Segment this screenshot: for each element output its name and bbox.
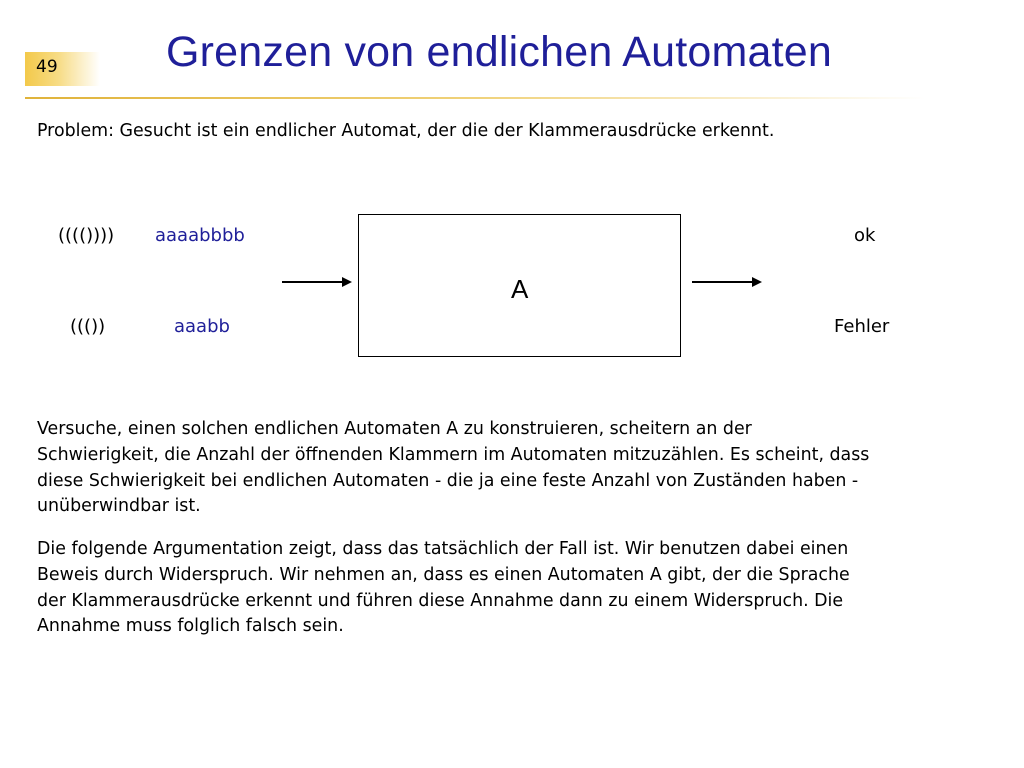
paragraph-attempts: [37, 417, 997, 520]
automaton-label: A: [511, 274, 529, 304]
paragraph-line: Versuche, einen solchen endlichen Automaten A zu konstruieren, scheitern an der: [37, 419, 752, 439]
title-divider: [25, 97, 925, 99]
paragraph-line: Annahme muss folglich falsch sein.: [37, 616, 344, 637]
paragraph-line: der Klammerausdrücke erkennt und führen diese Annahme dann zu einem Widerspruch. Die: [37, 590, 844, 611]
problem-statement: Problem: Gesucht ist ein endlicher Automat, der die der Klammerausdrücke erkennt.: [37, 121, 775, 141]
input1-brackets: (((()))): [58, 225, 115, 246]
paragraph-line: Die folgende Argumentation zeigt, dass das tatsächlich der Fall ist. Wir benutzen dabei einen: [37, 539, 849, 559]
paragraph-line: diese Schwierigkeit bei endlichen Automaten - die ja eine feste Anzahl von Zuständen haben -: [37, 470, 859, 491]
output-error: Fehler: [834, 316, 890, 337]
paragraph-argument: [37, 537, 997, 640]
input-arrow-icon: [280, 274, 354, 290]
slide-number: 49: [36, 57, 58, 77]
input1-letters: aaaabbbb: [155, 225, 245, 246]
input2-letters: aaabb: [174, 316, 230, 337]
output-arrow-icon: [690, 274, 764, 290]
paragraph-line: Beweis durch Widerspruch. Wir nehmen an, dass es einen Automaten A gibt, der die Sprache: [37, 564, 850, 585]
paragraph-line: unüberwindbar ist.: [37, 496, 201, 517]
slide-title: Grenzen von endlichen Automaten: [166, 28, 832, 76]
paragraph-line: Schwierigkeit, die Anzahl der öffnenden Klammern im Automaten mitzuzählen. Es scheint, dass: [37, 444, 870, 465]
output-ok: ok: [854, 225, 876, 246]
input2-brackets: ((()): [70, 316, 106, 337]
